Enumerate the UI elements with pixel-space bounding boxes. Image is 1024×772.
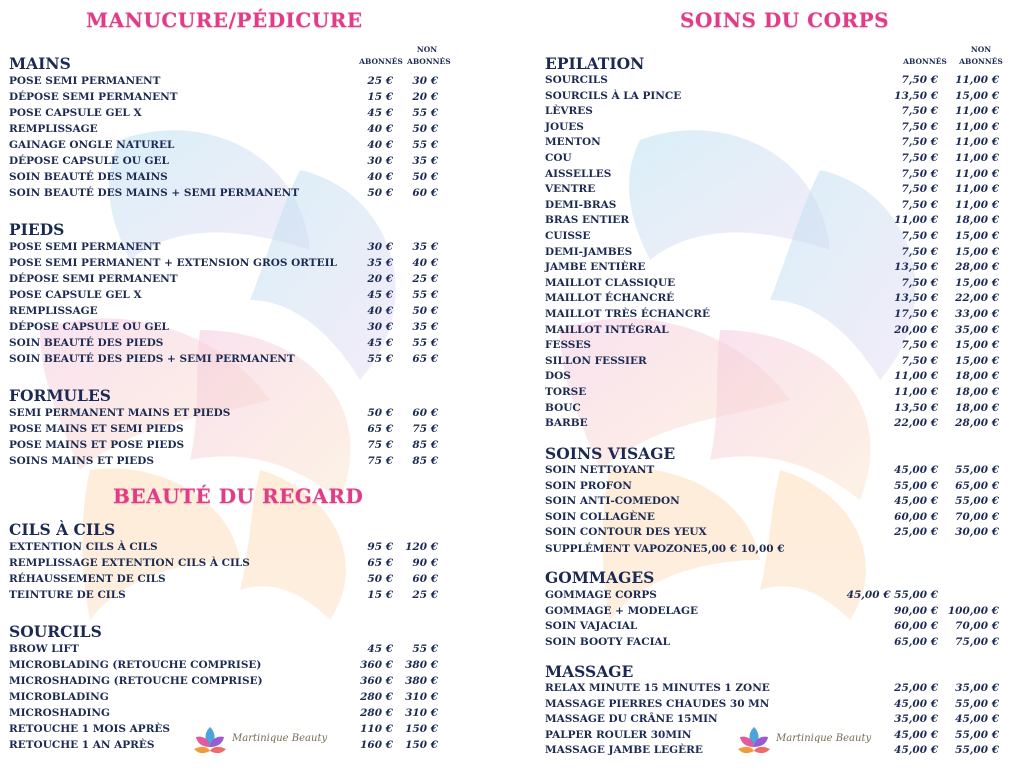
column-header-non-abonnes: ABONNÉS — [407, 57, 451, 66]
service-name: DEMI-JAMBES — [545, 245, 633, 258]
price-row — [512, 121, 1024, 137]
service-name: SOIN ANTI-COMEDON — [545, 495, 680, 508]
service-name: BROW LIFT — [9, 643, 79, 655]
price-abonnes: 7,50 € — [901, 105, 938, 118]
price-row — [0, 573, 512, 589]
price-non-abonnes: 310 € — [405, 691, 438, 703]
price-row — [0, 107, 512, 123]
service-name: REMPLISSAGE — [9, 123, 98, 135]
price-row — [0, 91, 512, 107]
price-non-abonnes: 30,00 € — [955, 526, 999, 539]
price-abonnes: 22,00 € — [894, 417, 938, 430]
service-name: POSE MAINS ET SEMI PIEDS — [9, 423, 184, 435]
price-row — [512, 636, 1024, 652]
service-name: DOS — [545, 370, 571, 383]
price-row — [512, 136, 1024, 152]
price-row — [512, 495, 1024, 511]
price-abonnes: 35,00 € — [894, 713, 938, 726]
price-row — [0, 171, 512, 187]
price-row — [0, 123, 512, 139]
service-name: GOMMAGE + MODELAGE — [545, 604, 698, 617]
service-name: PALPER ROULER 30MIN — [545, 728, 692, 741]
price-abonnes: 45 € — [367, 107, 393, 119]
price-row — [512, 370, 1024, 386]
service-name: DÉPOSE SEMI PERMANENT — [9, 273, 178, 285]
service-name: GOMMAGE CORPS — [545, 589, 657, 601]
price-non-abonnes: 60 € — [412, 407, 438, 419]
price-non-abonnes: 11,00 € — [955, 136, 999, 149]
price-row — [0, 541, 512, 557]
price-row — [512, 292, 1024, 308]
price-abonnes: 45,00 € — [894, 697, 938, 710]
price-abonnes: 40 € — [367, 123, 393, 135]
service-name: MASSAGE PIERRES CHAUDES 30 MN — [545, 697, 770, 710]
price-abonnes: 35 € — [367, 257, 393, 269]
section-heading-regard: BEAUTÉ DU REGARD — [113, 484, 364, 508]
price-row — [512, 199, 1024, 215]
price-row — [0, 557, 512, 573]
service-name: REMPLISSAGE EXTENTION CILS À CILS — [9, 557, 250, 569]
service-name: SOURCILS — [545, 74, 608, 86]
service-name: MICROSHADING — [9, 707, 110, 719]
price-non-abonnes: 380 € — [405, 659, 438, 671]
price-non-abonnes: 20 € — [412, 91, 438, 103]
price-non-abonnes: 11,00 € — [955, 183, 999, 196]
service-name: TEINTURE DE CILS — [9, 589, 126, 601]
price-row — [512, 589, 1024, 605]
section-title-sourcils: SOURCILS — [9, 622, 102, 641]
price-non-abonnes: 50 € — [412, 123, 438, 135]
price-abonnes: 60,00 € — [894, 620, 938, 633]
price-abonnes: 7,50 € — [901, 198, 938, 211]
price-row — [512, 620, 1024, 636]
price-row — [0, 75, 512, 91]
price-abonnes: 30 € — [367, 321, 393, 333]
service-name: LÈVRES — [545, 105, 593, 118]
price-abonnes: 13,50 € — [894, 401, 938, 414]
price-non-abonnes: 55 € — [412, 289, 438, 301]
price-row — [0, 407, 512, 423]
service-name: SILLON FESSIER — [545, 354, 647, 367]
service-name: BRAS ENTIER — [545, 214, 630, 227]
price-row — [512, 417, 1024, 433]
service-name: VENTRE — [545, 183, 596, 196]
service-name: SOIN PROFON — [545, 479, 632, 492]
price-abonnes: 160 € — [360, 739, 393, 751]
price-abonnes: 15 € — [367, 91, 393, 103]
service-name: DÉPOSE SEMI PERMANENT — [9, 91, 178, 103]
price-abonnes: 13,50 € — [894, 89, 938, 102]
price-abonnes: 7,50 € — [901, 245, 938, 258]
price-non-abonnes: 15,00 € — [955, 230, 999, 242]
logo-text: Martinique Beauty — [776, 733, 872, 744]
price-non-abonnes: 11,00 € — [955, 120, 999, 133]
service-name: SOINS MAINS ET PIEDS — [9, 455, 154, 467]
price-abonnes: 7,50 € — [901, 74, 938, 86]
price-row — [0, 455, 512, 471]
price-abonnes: 50 € — [367, 407, 393, 419]
price-abonnes: 55,00 € — [894, 479, 938, 492]
service-name: POSE CAPSULE GEL X — [9, 107, 142, 119]
price-row — [512, 682, 1024, 698]
price-abonnes: 7,50 € — [901, 354, 938, 367]
service-name: COU — [545, 152, 572, 164]
service-name: DÉPOSE CAPSULE OU GEL — [9, 155, 169, 167]
service-name: SOURCILS À LA PINCE — [545, 89, 682, 102]
section-title-gommages: GOMMAGES — [545, 568, 655, 587]
price-abonnes: 65,00 € — [894, 635, 938, 648]
price-row — [0, 675, 512, 691]
price-non-abonnes: 55 € — [412, 139, 438, 151]
price-abonnes: 65 € — [367, 423, 393, 435]
price-abonnes: 55 € — [367, 353, 393, 365]
price-abonnes: 45,00 € — [894, 495, 938, 508]
price-abonnes: 45,00 € — [894, 728, 938, 741]
price-non-abonnes: 15,00 € — [955, 339, 999, 352]
price-row — [0, 353, 512, 369]
price-row — [512, 386, 1024, 402]
price-row — [0, 439, 512, 455]
price-non-abonnes: 28,00 € — [955, 261, 999, 274]
price-non-abonnes: 85 € — [412, 439, 438, 451]
price-non-abonnes: 75,00 € — [955, 635, 999, 648]
service-name: DÉPOSE CAPSULE OU GEL — [9, 321, 169, 333]
price-non-abonnes: 18,00 € — [955, 401, 999, 414]
price-row — [0, 289, 512, 305]
price-non-abonnes: 100,00 € — [947, 604, 999, 617]
price-non-abonnes: 65 € — [412, 353, 438, 365]
section-title-massage: MASSAGE — [545, 662, 634, 681]
price-row — [512, 698, 1024, 714]
service-name: POSE CAPSULE GEL X — [9, 289, 142, 301]
service-name: POSE SEMI PERMANENT — [9, 241, 161, 253]
price-row — [512, 168, 1024, 184]
price-row — [512, 339, 1024, 355]
price-non-abonnes: 35 € — [412, 241, 438, 253]
price-abonnes: 25,00 € — [894, 526, 938, 539]
lotus-icon — [190, 721, 230, 761]
price-non-abonnes: 60 € — [412, 573, 438, 585]
price-non-abonnes: 25 € — [412, 273, 438, 285]
price-row — [0, 337, 512, 353]
service-name: DEMI-BRAS — [545, 198, 617, 211]
page-title: MANUCURE/PÉDICURE — [86, 8, 363, 32]
price-row — [512, 464, 1024, 480]
price-abonnes: 13,50 € — [894, 261, 938, 274]
price-row — [512, 511, 1024, 527]
price-abonnes: 13,50 € — [894, 292, 938, 305]
price-non-abonnes: 55,00 € — [955, 464, 999, 476]
price-non-abonnes: 22,00 € — [955, 292, 999, 305]
price-abonnes: 45,00 € — [894, 744, 938, 757]
price-row — [0, 305, 512, 321]
price-row — [512, 183, 1024, 199]
price-non-abonnes: 35 € — [412, 321, 438, 333]
price-non-abonnes: 70,00 € — [955, 620, 999, 633]
price-row — [0, 241, 512, 257]
price-non-abonnes: 55,00 € — [955, 495, 999, 508]
lotus-icon — [734, 721, 774, 761]
price-abonnes: 45 € — [367, 289, 393, 301]
price-abonnes: 65 € — [367, 557, 393, 569]
price-non-abonnes: 310 € — [405, 707, 438, 719]
price-non-abonnes: 33,00 € — [955, 308, 999, 320]
supplement-text: SUPPLÉMENT VAPOZONE5,00 € 10,00 € — [545, 543, 785, 555]
price-abonnes: 110 € — [360, 723, 393, 735]
service-name: MAILLOT ÉCHANCRÉ — [545, 292, 675, 305]
service-name: REMPLISSAGE — [9, 305, 98, 317]
price-abonnes: 25,00 € — [894, 682, 938, 694]
price-abonnes: 75 € — [367, 439, 393, 451]
price-abonnes: 280 € — [360, 707, 393, 719]
price-abonnes: 40 € — [367, 171, 393, 183]
price-row — [0, 139, 512, 155]
price-non-abonnes: 45,00 € — [955, 713, 999, 726]
price-non-abonnes: 18,00 € — [955, 214, 999, 227]
price-row — [512, 526, 1024, 542]
service-name: RETOUCHE 1 AN APRÈS — [9, 739, 155, 751]
price-row — [0, 691, 512, 707]
service-name: MAILLOT TRÈS ÉCHANCRÉ — [545, 308, 710, 320]
price-row — [0, 643, 512, 659]
section-title-mains: MAINS — [9, 54, 71, 73]
price-non-abonnes: 50 € — [412, 305, 438, 317]
service-name: MICROBLADING (RETOUCHE COMPRISE) — [9, 659, 262, 671]
price-row — [512, 214, 1024, 230]
column-header-abonnes: ABONNÉS — [903, 57, 947, 66]
price-non-abonnes: 55,00 € — [955, 744, 999, 757]
price-row — [0, 257, 512, 273]
price-abonnes: 360 € — [360, 675, 393, 687]
service-name: POSE MAINS ET POSE PIEDS — [9, 439, 185, 451]
price-abonnes: 17,50 € — [894, 308, 938, 320]
price-non-abonnes: 11,00 € — [955, 198, 999, 211]
price-abonnes: 7,50 € — [901, 276, 938, 289]
price-non-abonnes: 85 € — [412, 455, 438, 467]
price-abonnes: 280 € — [360, 691, 393, 703]
service-name: MENTON — [545, 136, 601, 149]
price-row — [512, 261, 1024, 277]
price-abonnes: 90,00 € — [894, 604, 938, 617]
price-non-abonnes: 55 € — [412, 643, 438, 655]
price-row — [0, 187, 512, 203]
price-abonnes: 45,00 € 55,00 € — [846, 589, 938, 601]
price-non-abonnes: 40 € — [412, 257, 438, 269]
price-non-abonnes: 75 € — [412, 423, 438, 435]
price-abonnes: 15 € — [367, 589, 393, 601]
service-name: SOIN NETTOYANT — [545, 464, 655, 476]
price-abonnes: 11,00 € — [894, 386, 938, 398]
price-abonnes: 30 € — [367, 241, 393, 253]
brand-logo — [190, 721, 330, 761]
price-abonnes: 7,50 € — [901, 339, 938, 352]
price-non-abonnes: 60 € — [412, 187, 438, 199]
price-non-abonnes: 70,00 € — [955, 510, 999, 523]
right-page — [512, 0, 1024, 772]
price-abonnes: 360 € — [360, 659, 393, 671]
price-non-abonnes: 28,00 € — [955, 417, 999, 430]
price-non-abonnes: 150 € — [405, 739, 438, 751]
service-name: MASSAGE JAMBE LEGÈRE — [545, 744, 703, 757]
price-non-abonnes: 30 € — [412, 75, 438, 87]
price-non-abonnes: 55,00 € — [955, 697, 999, 710]
price-row — [512, 105, 1024, 121]
column-header-non: NON — [416, 45, 438, 54]
column-header-abonnes: ABONNÉS — [359, 57, 403, 66]
price-abonnes: 7,50 € — [901, 167, 938, 180]
price-row — [0, 155, 512, 171]
section-title-epilation: EPILATION — [545, 54, 645, 73]
price-non-abonnes: 25 € — [412, 589, 438, 601]
service-name: RÉHAUSSEMENT DE CILS — [9, 573, 166, 585]
price-non-abonnes: 65,00 € — [955, 479, 999, 492]
service-name: EXTENTION CILS À CILS — [9, 541, 158, 553]
price-abonnes: 11,00 € — [894, 214, 938, 227]
price-non-abonnes: 90 € — [412, 557, 438, 569]
price-non-abonnes: 15,00 € — [955, 276, 999, 289]
section-title-cils: CILS À CILS — [9, 520, 116, 539]
price-non-abonnes: 55 € — [412, 107, 438, 119]
service-name: SOIN VAJACIAL — [545, 620, 638, 633]
logo-text: Martinique Beauty — [232, 733, 328, 744]
price-abonnes: 45,00 € — [894, 464, 938, 476]
price-non-abonnes: 15,00 € — [955, 354, 999, 367]
service-name: JAMBE ENTIÈRE — [545, 261, 646, 274]
service-name: GAINAGE ONGLE NATUREL — [9, 139, 175, 151]
service-name: MASSAGE DU CRÂNE 15MIN — [545, 713, 718, 726]
service-name: RELAX MINUTE 15 MINUTES 1 ZONE — [545, 682, 770, 694]
price-row — [512, 402, 1024, 418]
price-abonnes: 20,00 € — [894, 323, 938, 336]
price-row — [512, 277, 1024, 293]
service-name: SEMI PERMANENT MAINS ET PIEDS — [9, 407, 231, 419]
price-row — [0, 321, 512, 337]
price-non-abonnes: 35 € — [412, 155, 438, 167]
service-name: AISSELLES — [545, 167, 612, 180]
section-title-pieds: PIEDS — [9, 220, 65, 239]
price-non-abonnes: 35,00 € — [955, 682, 999, 694]
service-name: BOUC — [545, 401, 581, 414]
price-abonnes: 45 € — [367, 337, 393, 349]
price-abonnes: 7,50 € — [901, 120, 938, 133]
price-abonnes: 7,50 € — [901, 152, 938, 164]
column-header-non: NON — [970, 45, 992, 54]
service-name: SOIN COLLAGÈNE — [545, 510, 655, 523]
price-non-abonnes: 55,00 € — [955, 728, 999, 741]
section-title-formules: FORMULES — [9, 386, 111, 405]
service-name: JOUES — [545, 120, 584, 133]
price-non-abonnes: 150 € — [405, 723, 438, 735]
service-name: MAILLOT INTÉGRAL — [545, 323, 669, 336]
service-name: SOIN BEAUTÉ DES PIEDS + SEMI PERMANENT — [9, 353, 295, 365]
price-abonnes: 7,50 € — [901, 136, 938, 149]
column-header-non-abonnes: ABONNÉS — [959, 57, 1003, 66]
service-name: SOIN BEAUTÉ DES MAINS + SEMI PERMANENT — [9, 187, 300, 199]
service-name: CUISSE — [545, 230, 591, 242]
price-non-abonnes: 380 € — [405, 675, 438, 687]
price-non-abonnes: 11,00 € — [955, 74, 999, 86]
service-name: SOIN BEAUTÉ DES MAINS — [9, 171, 168, 183]
brand-logo-right — [734, 721, 874, 761]
price-row — [512, 90, 1024, 106]
price-row — [0, 423, 512, 439]
price-abonnes: 20 € — [367, 273, 393, 285]
price-row — [512, 74, 1024, 90]
price-abonnes: 25 € — [367, 75, 393, 87]
price-abonnes: 30 € — [367, 155, 393, 167]
price-abonnes: 50 € — [367, 573, 393, 585]
price-non-abonnes: 18,00 € — [955, 386, 999, 398]
price-abonnes: 95 € — [367, 541, 393, 553]
price-row — [512, 246, 1024, 262]
page-title-right: SOINS DU CORPS — [680, 8, 890, 32]
price-non-abonnes: 120 € — [405, 541, 438, 553]
service-name: MICROSHADING (RETOUCHE COMPRISE) — [9, 675, 263, 687]
service-name: SOIN BOOTY FACIAL — [545, 635, 671, 648]
service-name: BARBE — [545, 417, 588, 430]
service-name: MAILLOT CLASSIQUE — [545, 276, 676, 289]
service-name: POSE SEMI PERMANENT — [9, 75, 161, 87]
price-abonnes: 11,00 € — [894, 370, 938, 383]
price-row — [512, 480, 1024, 496]
price-abonnes: 75 € — [367, 455, 393, 467]
price-non-abonnes: 11,00 € — [955, 105, 999, 118]
service-name: FESSES — [545, 339, 591, 352]
price-non-abonnes: 11,00 € — [955, 167, 999, 180]
price-row — [512, 355, 1024, 371]
price-non-abonnes: 15,00 € — [955, 89, 999, 102]
price-non-abonnes: 55 € — [412, 337, 438, 349]
price-non-abonnes: 15,00 € — [955, 245, 999, 258]
price-row — [512, 324, 1024, 340]
price-non-abonnes: 35,00 € — [955, 323, 999, 336]
price-row — [0, 659, 512, 675]
service-name: MICROBLADING — [9, 691, 109, 703]
price-abonnes: 40 € — [367, 139, 393, 151]
price-abonnes: 60,00 € — [894, 510, 938, 523]
service-name: SOIN BEAUTÉ DES PIEDS — [9, 337, 164, 349]
price-row — [512, 230, 1024, 246]
price-abonnes: 50 € — [367, 187, 393, 199]
service-name: TORSE — [545, 386, 587, 398]
price-non-abonnes: 18,00 € — [955, 370, 999, 383]
price-row — [512, 152, 1024, 168]
price-row — [0, 589, 512, 605]
price-abonnes: 40 € — [367, 305, 393, 317]
price-abonnes: 7,50 € — [901, 230, 938, 242]
section-title-visage: SOINS VISAGE — [545, 444, 676, 463]
price-row — [512, 308, 1024, 324]
price-abonnes: 7,50 € — [901, 183, 938, 196]
price-abonnes: 45 € — [367, 643, 393, 655]
price-non-abonnes: 50 € — [412, 171, 438, 183]
service-name: RETOUCHE 1 MOIS APRÈS — [9, 723, 171, 735]
service-name: SOIN CONTOUR DES YEUX — [545, 526, 707, 539]
price-row — [512, 605, 1024, 621]
service-name: POSE SEMI PERMANENT + EXTENSION GROS ORTEIL — [9, 257, 337, 269]
price-row — [0, 273, 512, 289]
price-non-abonnes: 11,00 € — [955, 152, 999, 164]
